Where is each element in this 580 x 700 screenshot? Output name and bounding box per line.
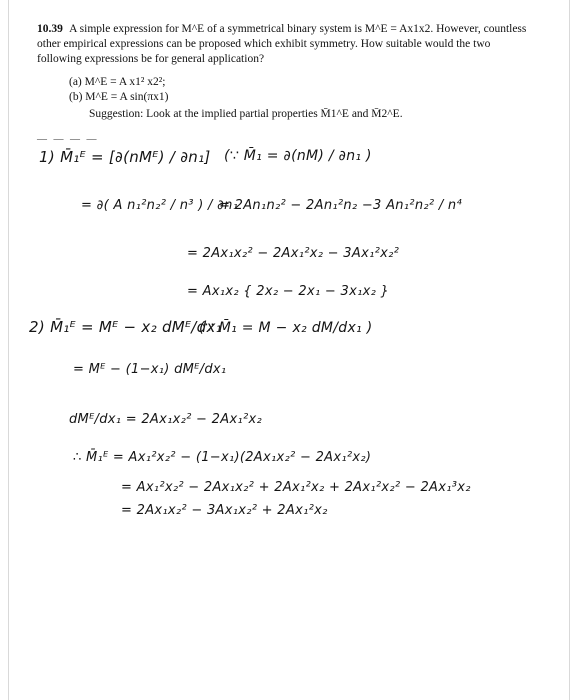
problem-text: A simple expression for M^E of a symmetrical binary system is M^E = Ax1x2. However, countless other empirical expressions can be proposed which exhibit symmetry. How suitable would the two following expressions be for general application?: [37, 23, 527, 65]
step1-label: 1) M̄₁ᴱ = [∂(nMᴱ) / ∂n₁]: [39, 148, 211, 166]
part-b: (b) M^E = A sin(πx1): [69, 91, 169, 103]
step1-line4: = Ax₁x₂ { 2x₂ − 2x₁ − 3x₁x₂ }: [187, 284, 390, 299]
step2-line2: = Mᴱ − (1−x₁) dMᴱ/dx₁: [73, 362, 227, 377]
step2-label: 2) M̄₁ᴱ = Mᴱ − x₂ dMᴱ/dx₁: [29, 318, 222, 336]
step2-line3: dMᴱ/dx₁ = 2Ax₁x₂² − 2Ax₁²x₂: [69, 412, 262, 427]
step1-line2b: = 2An₁n₂² − 2An₁²n₂ −3 An₁²n₂² / n⁴: [219, 198, 462, 213]
problem-number: 10.39: [37, 23, 63, 35]
suggestion-text: Suggestion: Look at the implied partial properties M̄1^E and M̄2^E.: [89, 108, 403, 120]
step2-line5: = Ax₁²x₂² − 2Ax₁x₂² + 2Ax₁²x₂ + 2Ax₁²x₂² − 2Ax₁³x₂: [121, 480, 471, 495]
step2-line4: ∴ M̄₁ᴱ = Ax₁²x₂² − (1−x₁)(2Ax₁x₂² − 2Ax₁²x₂): [73, 450, 372, 465]
step1-note: (∵ M̄₁ = ∂(nM) / ∂n₁ ): [224, 148, 372, 164]
part-a: (a) M^E = A x1² x2²;: [69, 76, 166, 88]
problem-parts: [69, 75, 168, 105]
problem-statement: [37, 22, 537, 67]
separator-dashes: — — — —: [37, 134, 99, 145]
worksheet-page: [8, 0, 570, 700]
step2-note: (∵ M̄₁ = M − x₂ dM/dx₁ ): [199, 320, 373, 336]
step1-line3: = 2Ax₁x₂² − 2Ax₁²x₂ − 3Ax₁²x₂²: [187, 246, 400, 261]
step2-line6: = 2Ax₁x₂² − 3Ax₁x₂² + 2Ax₁²x₂: [121, 503, 328, 518]
step1-line2: = ∂( A n₁²n₂² / n³ ) / ∂n₁: [81, 198, 239, 213]
